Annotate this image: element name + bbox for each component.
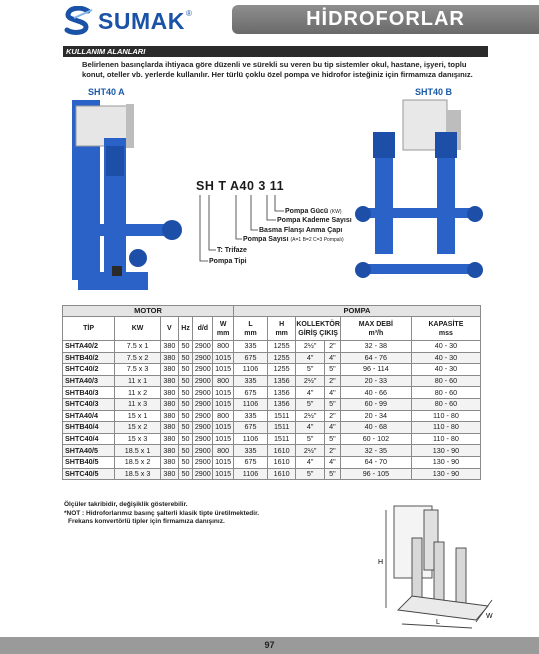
group-motor: MOTOR bbox=[63, 306, 234, 317]
cell-l: 1106 bbox=[234, 364, 268, 376]
legend-pump-count: Pompa Sayısı (A=1 B=2 C=3 Pompalı) bbox=[243, 236, 344, 243]
cell-v: 380 bbox=[160, 456, 178, 468]
cell-dd: 2900 bbox=[194, 422, 211, 432]
cell-tip: SHTC40/4 bbox=[63, 433, 115, 445]
cell-cikis: 2" bbox=[324, 375, 340, 387]
group-pompa: POMPA bbox=[234, 306, 481, 317]
cell-giris: 2½" bbox=[296, 410, 325, 422]
page-number: 97 bbox=[264, 640, 275, 650]
cell-l: 335 bbox=[234, 445, 268, 457]
cell-dd: 2900 bbox=[194, 387, 211, 397]
table-row bbox=[63, 375, 481, 387]
legend-three-phase: T: Trifaze bbox=[217, 247, 247, 254]
cell-v: 380 bbox=[160, 468, 178, 480]
table-row bbox=[63, 398, 481, 410]
cell-giris: 4" bbox=[296, 387, 325, 399]
cell-l: 675 bbox=[234, 456, 268, 468]
cell-kap: 110 - 80 bbox=[411, 433, 480, 445]
cell-h: 1511 bbox=[268, 410, 296, 422]
cell-hz: 50 bbox=[178, 341, 193, 353]
cell-v: 380 bbox=[160, 445, 178, 457]
cell-dd: 2900 bbox=[194, 434, 211, 444]
cell-kap: 40 - 30 bbox=[411, 352, 480, 364]
table-row bbox=[63, 456, 481, 468]
cell-kw: 11 x 3 bbox=[115, 398, 161, 410]
cell-hz: 50 bbox=[178, 422, 193, 434]
sumak-s-mark-icon bbox=[62, 6, 94, 36]
cell-hz: 50 bbox=[178, 352, 193, 364]
cell-hz: 50 bbox=[178, 433, 193, 445]
pump-set-b-image bbox=[355, 96, 485, 292]
cell-dd: 2900 bbox=[194, 341, 211, 351]
table-row bbox=[63, 352, 481, 364]
cell-dd: 2900 bbox=[194, 399, 211, 409]
table-row bbox=[63, 387, 481, 399]
pump-set-a-image bbox=[66, 96, 190, 296]
cell-cikis: 5" bbox=[324, 398, 340, 410]
cell-hz: 50 bbox=[178, 364, 193, 376]
dimension-drawing bbox=[372, 500, 498, 630]
cell-w: 800 bbox=[213, 341, 234, 353]
cell-l: 335 bbox=[234, 410, 268, 422]
col-v: V bbox=[160, 317, 178, 341]
cell-cikis: 4" bbox=[324, 387, 340, 399]
cell-tip: SHTB40/2 bbox=[63, 352, 115, 364]
table-row bbox=[63, 364, 481, 376]
table-row bbox=[63, 422, 481, 434]
note-line-1: Ölçüler takribidir, değişiklik gösterebilir. bbox=[64, 501, 188, 508]
cell-l: 1106 bbox=[234, 433, 268, 445]
cell-giris: 4" bbox=[296, 352, 325, 364]
cell-w: 1015 bbox=[213, 422, 234, 434]
cell-debi: 40 - 68 bbox=[340, 422, 411, 434]
cell-kw: 18.5 x 1 bbox=[115, 445, 161, 457]
cell-kap: 40 - 30 bbox=[411, 341, 480, 353]
cell-hz: 50 bbox=[178, 468, 193, 480]
cell-tip: SHTA40/5 bbox=[63, 445, 115, 457]
brand-name: SUMAK bbox=[98, 8, 185, 34]
cell-kap: 130 - 90 bbox=[411, 456, 480, 468]
cell-v: 380 bbox=[160, 422, 178, 434]
cell-w: 1015 bbox=[213, 398, 234, 410]
cell-kap: 130 - 90 bbox=[411, 445, 480, 457]
cell-l: 675 bbox=[234, 352, 268, 364]
cell-kw: 7.5 x 1 bbox=[115, 341, 161, 353]
table-row bbox=[63, 341, 481, 353]
registered-mark: ® bbox=[186, 9, 192, 18]
col-kollektor: KOLLEKTÖR GİRİŞ ÇIKIŞ bbox=[296, 317, 341, 341]
col-hz: Hz bbox=[178, 317, 193, 341]
cell-kw: 7.5 x 3 bbox=[115, 364, 161, 376]
model-code: SH T A40 3 11 bbox=[196, 179, 285, 193]
col-w: W mm bbox=[213, 317, 234, 341]
cell-giris: 4" bbox=[296, 422, 325, 434]
cell-l: 675 bbox=[234, 422, 268, 434]
cell-hz: 50 bbox=[178, 387, 193, 399]
cell-dd: 2900 bbox=[194, 352, 211, 362]
cell-h: 1511 bbox=[268, 422, 296, 434]
cell-kw: 18.5 x 2 bbox=[115, 456, 161, 468]
cell-debi: 40 - 66 bbox=[340, 387, 411, 399]
cell-debi: 32 - 35 bbox=[340, 445, 411, 457]
cell-dd: 2900 bbox=[194, 364, 211, 374]
cell-cikis: 2" bbox=[324, 410, 340, 422]
cell-giris: 4" bbox=[296, 456, 325, 468]
cell-cikis: 4" bbox=[324, 422, 340, 434]
cell-tip: SHTC40/2 bbox=[63, 364, 115, 376]
cell-h: 1255 bbox=[268, 364, 296, 376]
cell-debi: 60 - 99 bbox=[340, 398, 411, 410]
cell-dd: 2900 bbox=[194, 445, 211, 455]
cell-kw: 15 x 1 bbox=[115, 410, 161, 422]
table-row bbox=[63, 410, 481, 422]
cell-h: 1610 bbox=[268, 468, 296, 480]
cell-kap: 130 - 90 bbox=[411, 468, 480, 480]
dim-w-label: W bbox=[486, 613, 493, 620]
cell-dd: 2900 bbox=[194, 457, 211, 467]
cell-kw: 18.5 x 3 bbox=[115, 468, 161, 480]
legend-pump-type: Pompa Tipi bbox=[209, 258, 247, 265]
cell-tip: SHTB40/4 bbox=[63, 422, 115, 434]
cell-hz: 50 bbox=[178, 398, 193, 410]
notes bbox=[64, 501, 364, 527]
cell-v: 380 bbox=[160, 433, 178, 445]
cell-tip: SHTA40/4 bbox=[63, 410, 115, 422]
cell-tip: SHTB40/3 bbox=[63, 387, 115, 399]
cell-kap: 80 - 60 bbox=[411, 398, 480, 410]
cell-h: 1511 bbox=[268, 433, 296, 445]
cell-giris: 2½" bbox=[296, 341, 325, 353]
cell-debi: 60 - 102 bbox=[340, 433, 411, 445]
cell-cikis: 5" bbox=[324, 468, 340, 480]
table-row bbox=[63, 468, 481, 480]
cell-v: 380 bbox=[160, 341, 178, 353]
legend-stage-count: Pompa Kademe Sayısı bbox=[277, 217, 352, 224]
dim-h-label: H bbox=[378, 559, 384, 566]
legend-flange-size: Basma Flanşı Anma Çapı bbox=[259, 227, 343, 234]
cell-kap: 110 - 80 bbox=[411, 410, 480, 422]
cell-cikis: 2" bbox=[324, 445, 340, 457]
col-l: L mm bbox=[234, 317, 268, 341]
col-dd: d/d bbox=[193, 317, 213, 341]
cell-tip: SHTA40/2 bbox=[63, 341, 115, 353]
cell-w: 1015 bbox=[213, 468, 234, 480]
section-title: KULLANIM ALANLARI bbox=[66, 47, 146, 56]
cell-giris: 5" bbox=[296, 468, 325, 480]
col-kapasite: KAPASİTE mss bbox=[411, 317, 480, 341]
cell-h: 1356 bbox=[268, 387, 296, 399]
cell-h: 1610 bbox=[268, 456, 296, 468]
cell-kap: 80 - 60 bbox=[411, 375, 480, 387]
cell-cikis: 2" bbox=[324, 341, 340, 353]
cell-kap: 40 - 30 bbox=[411, 364, 480, 376]
cell-v: 380 bbox=[160, 364, 178, 376]
note-line-2: *NOT : Hidroforlarımız basınç şalterli klasik tipte üretilmektedir. bbox=[64, 509, 260, 517]
cell-w: 1015 bbox=[213, 387, 234, 399]
cell-v: 380 bbox=[160, 352, 178, 364]
cell-w: 800 bbox=[213, 375, 234, 387]
table-row bbox=[63, 445, 481, 457]
cell-hz: 50 bbox=[178, 410, 193, 422]
col-debi: MAX DEBİ m³/h bbox=[340, 317, 411, 341]
cell-tip: SHTC40/5 bbox=[63, 468, 115, 480]
cell-v: 380 bbox=[160, 410, 178, 422]
cell-dd: 2900 bbox=[194, 376, 211, 386]
table-row bbox=[63, 433, 481, 445]
cell-h: 1610 bbox=[268, 445, 296, 457]
col-h: H mm bbox=[268, 317, 296, 341]
col-kw: KW bbox=[115, 317, 161, 341]
dim-l-label: L bbox=[436, 619, 440, 626]
cell-h: 1255 bbox=[268, 352, 296, 364]
model-b-label: SHT40 B bbox=[415, 87, 453, 97]
cell-h: 1356 bbox=[268, 375, 296, 387]
page-title: HİDROFORLAR bbox=[306, 8, 465, 30]
cell-debi: 96 - 105 bbox=[340, 468, 411, 480]
cell-cikis: 4" bbox=[324, 456, 340, 468]
cell-w: 1015 bbox=[213, 433, 234, 445]
cell-debi: 64 - 70 bbox=[340, 456, 411, 468]
spec-table bbox=[62, 305, 481, 480]
cell-w: 800 bbox=[213, 445, 234, 457]
cell-kw: 11 x 2 bbox=[115, 387, 161, 399]
intro-paragraph: Belirlenen basınçlarda ihtiyaca göre düzenli ve sürekli su veren bu tip sistemler okul, hastane, işyeri, toplu konut, oteller vb. yerlerde kullanılır. Her türlü çoklu özel pompa ve hidrofor isteğiniz için firmamıza danışınız. bbox=[82, 60, 473, 79]
cell-tip: SHTC40/3 bbox=[63, 398, 115, 410]
col-tip: TİP bbox=[63, 317, 115, 341]
cell-debi: 20 - 33 bbox=[340, 375, 411, 387]
cell-giris: 2½" bbox=[296, 375, 325, 387]
cell-v: 380 bbox=[160, 398, 178, 410]
cell-tip: SHTB40/5 bbox=[63, 456, 115, 468]
cell-w: 1015 bbox=[213, 364, 234, 376]
cell-debi: 96 - 114 bbox=[340, 364, 411, 376]
cell-v: 380 bbox=[160, 387, 178, 399]
cell-giris: 5" bbox=[296, 398, 325, 410]
cell-l: 1106 bbox=[234, 398, 268, 410]
cell-dd: 2900 bbox=[194, 410, 211, 420]
cell-h: 1356 bbox=[268, 398, 296, 410]
cell-hz: 50 bbox=[178, 456, 193, 468]
cell-kap: 110 - 80 bbox=[411, 422, 480, 434]
cell-kw: 15 x 3 bbox=[115, 433, 161, 445]
sumak-logo bbox=[62, 6, 212, 36]
cell-h: 1255 bbox=[268, 341, 296, 353]
cell-kw: 7.5 x 2 bbox=[115, 352, 161, 364]
cell-hz: 50 bbox=[178, 445, 193, 457]
cell-hz: 50 bbox=[178, 375, 193, 387]
cell-giris: 5" bbox=[296, 433, 325, 445]
cell-cikis: 4" bbox=[324, 352, 340, 364]
cell-l: 335 bbox=[234, 375, 268, 387]
cell-tip: SHTA40/3 bbox=[63, 375, 115, 387]
cell-cikis: 5" bbox=[324, 433, 340, 445]
cell-cikis: 5" bbox=[324, 364, 340, 376]
cell-w: 800 bbox=[213, 410, 234, 422]
cell-l: 675 bbox=[234, 387, 268, 399]
cell-kw: 15 x 2 bbox=[115, 422, 161, 434]
cell-kap: 80 - 60 bbox=[411, 387, 480, 399]
cell-dd: 2900 bbox=[194, 468, 211, 478]
cell-debi: 20 - 34 bbox=[340, 410, 411, 422]
cell-giris: 5" bbox=[296, 364, 325, 376]
cell-w: 1015 bbox=[213, 456, 234, 468]
cell-l: 1106 bbox=[234, 468, 268, 480]
cell-l: 335 bbox=[234, 341, 268, 353]
cell-v: 380 bbox=[160, 375, 178, 387]
cell-debi: 32 - 38 bbox=[340, 341, 411, 353]
legend-pump-power: Pompa Gücü (KW) bbox=[285, 208, 342, 215]
cell-kw: 11 x 1 bbox=[115, 375, 161, 387]
note-line-3: Frekans konvertörlü tipler için firmamıza danışınız. bbox=[68, 518, 225, 525]
cell-w: 1015 bbox=[213, 352, 234, 364]
cell-giris: 2½" bbox=[296, 445, 325, 457]
cell-debi: 64 - 76 bbox=[340, 352, 411, 364]
model-a-label: SHT40 A bbox=[88, 87, 125, 97]
